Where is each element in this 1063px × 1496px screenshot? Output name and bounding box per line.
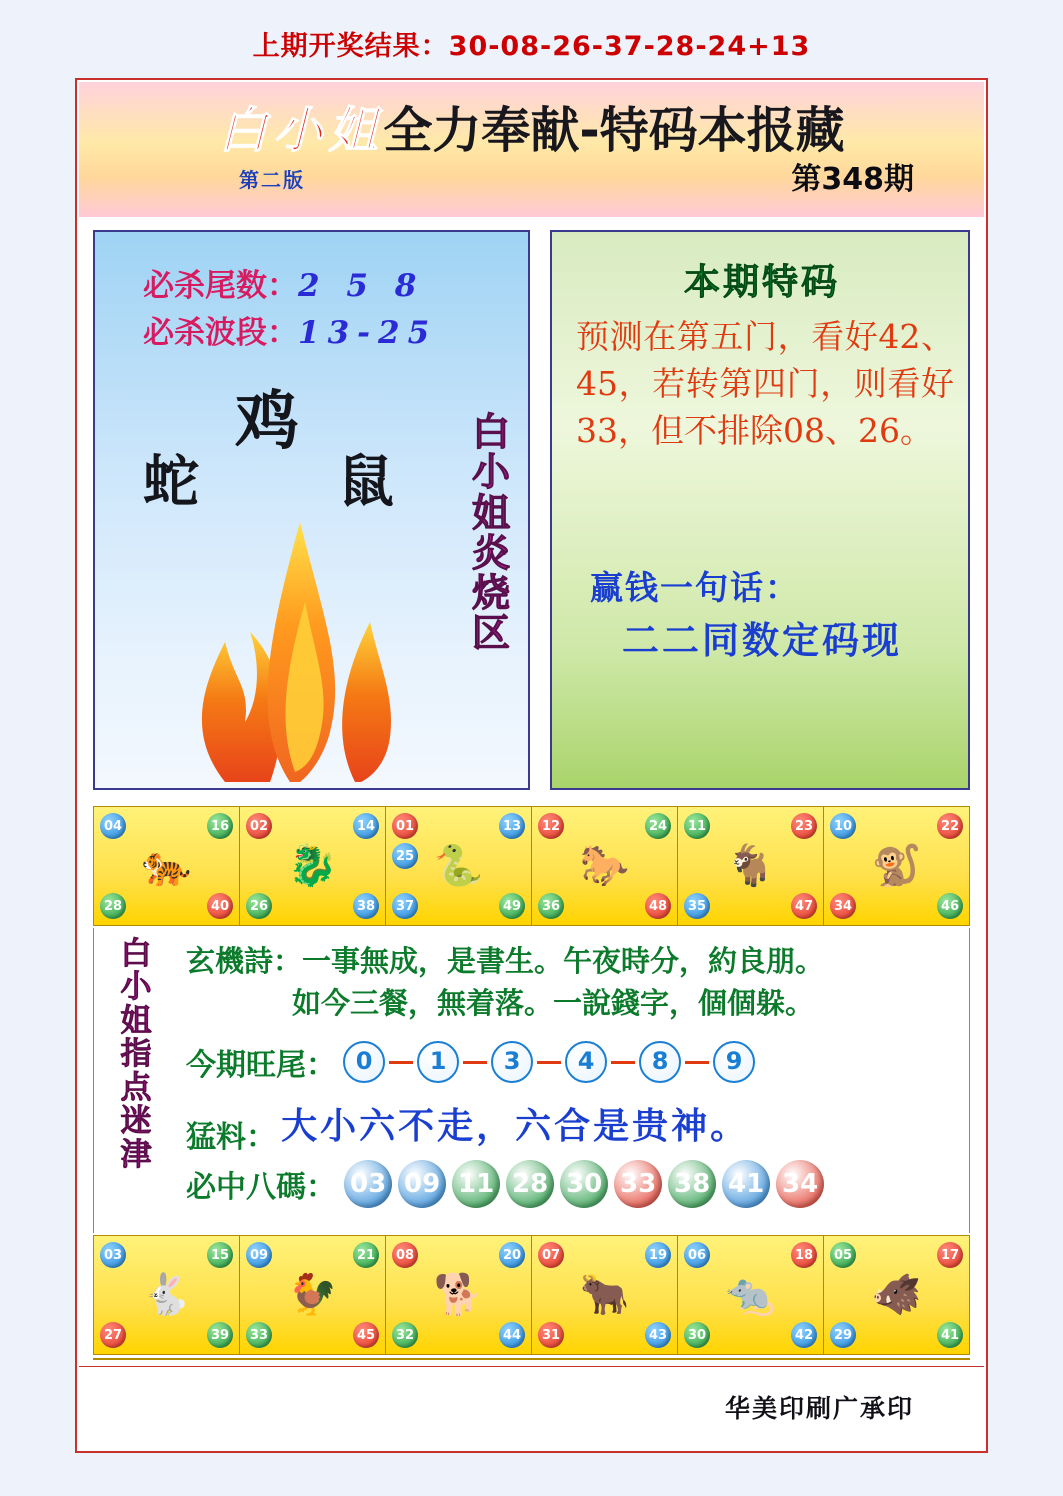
tail-separator [463,1061,487,1064]
divider [93,1358,970,1360]
kill-band-row [143,307,437,352]
number-ball: 26 [246,893,272,919]
eight-codes-row [186,1160,976,1208]
number-ball: 23 [791,813,817,839]
zodiac-number-strip-top [93,806,970,926]
eight-codes-list [341,1169,827,1199]
eight-code-ball: 38 [668,1160,716,1208]
tail-ball: 3 [491,1041,533,1083]
number-ball: 40 [207,893,233,919]
eight-code-ball: 30 [560,1160,608,1208]
number-ball: 24 [645,813,671,839]
tail-ball: 1 [417,1041,459,1083]
number-ball: 03 [100,1242,126,1268]
number-ball: 46 [937,893,963,919]
number-ball: 07 [538,1242,564,1268]
zodiac-number-strip-bottom [93,1235,970,1355]
number-ball: 49 [499,893,525,919]
number-ball: 34 [830,893,856,919]
number-ball: 05 [830,1242,856,1268]
zodiac-cell [532,1236,678,1354]
number-ball: 10 [830,813,856,839]
number-ball: 14 [353,813,379,839]
zodiac-cell [240,1236,386,1354]
number-ball: 06 [684,1242,710,1268]
footer [79,1366,984,1449]
middle-info-area [93,928,970,1233]
number-ball: 36 [538,893,564,919]
number-ball: 38 [353,893,379,919]
brand-name: 白小姐 [218,102,384,159]
number-ball: 47 [791,893,817,919]
poem-label: 玄機詩： [186,944,303,978]
zodiac-cell [678,807,824,925]
win-phrase-text: 二二同数定码现 [622,619,902,662]
poem-line-2: 如今三餐，無着落。一說錢字，個個躲。 [292,986,815,1021]
number-ball: 18 [791,1242,817,1268]
poem-line-1: 一事無成，是書生。午夜時分，約良朋。 [302,944,825,978]
number-ball: 12 [538,813,564,839]
number-ball: 16 [207,813,233,839]
special-code-body: 预测在第五门，看好42、45，若转第四门，则看好33，但不排除08、26。 [576,317,954,450]
number-ball: 27 [100,1322,126,1348]
special-code-panel [550,230,970,790]
zodiac-left: 蛇 [143,450,199,515]
monkey-icon: 🐒 [871,843,922,889]
tail-ball: 0 [343,1041,385,1083]
hot-tails-label: 今期旺尾： [186,1048,336,1083]
eight-code-ball: 33 [614,1160,662,1208]
middle-side-text: 白小姐指点迷津 [120,936,152,1173]
number-ball: 01 [392,813,418,839]
number-ball: 22 [937,813,963,839]
number-ball: 41 [937,1322,963,1348]
number-ball: 42 [791,1322,817,1348]
number-ball: 20 [499,1242,525,1268]
kill-tail-label: 必杀尾数： [143,268,298,304]
previous-draw-numbers: 30-08-26-37-28-24+13 [448,31,811,62]
number-ball: 02 [246,813,272,839]
zodiac-right: 鼠 [338,450,394,515]
number-ball: 39 [207,1322,233,1348]
kill-tail-value: 2 5 8 [298,268,425,304]
number-ball: 30 [684,1322,710,1348]
kill-tail-row [143,260,424,305]
number-ball: 35 [684,893,710,919]
goat-icon: 🐐 [725,843,776,889]
previous-draw-label: 上期开奖结果： [252,31,449,62]
printer-credit: 华美印刷广承印 [724,1394,914,1423]
dragon-icon: 🐉 [287,843,338,889]
flame-icon [165,482,425,782]
tip-text: 大小六不走，六合是贵神。 [281,1106,750,1147]
hot-tails-list [341,1047,757,1075]
tail-separator [389,1061,413,1064]
tip-label: 猛料： [186,1119,276,1155]
number-ball: 25 [392,843,418,869]
zodiac-cell [240,807,386,925]
special-code-title: 本期特码 [683,262,840,303]
number-ball: 45 [353,1322,379,1348]
zodiac-cell [94,1236,240,1354]
rabbit-icon: 🐇 [141,1272,192,1318]
edition-label: 第二版 [239,168,305,192]
zodiac-cell [824,807,969,925]
eight-codes-label: 必中八碼： [186,1170,336,1205]
ox-icon: 🐂 [579,1272,630,1318]
eight-code-ball: 03 [344,1160,392,1208]
tip-row [186,1098,976,1156]
zodiac-top: 鸡 [235,385,299,459]
tail-separator [685,1061,709,1064]
title-subtext: 全力奉献-特码本报藏 [383,102,845,159]
number-ball: 04 [100,813,126,839]
number-ball: 17 [937,1242,963,1268]
tiger-icon: 🐅 [141,843,192,889]
eight-code-ball: 11 [452,1160,500,1208]
tail-ball: 8 [639,1041,681,1083]
rat-icon: 🐀 [725,1272,776,1318]
mystic-poem [186,940,956,1024]
horse-icon: 🐎 [579,843,630,889]
previous-draw-result [0,24,1063,63]
zodiac-cell [824,1236,969,1354]
kill-panel [93,230,530,790]
boar-icon: 🐗 [871,1272,922,1318]
tail-ball: 9 [713,1041,755,1083]
tail-separator [611,1061,635,1064]
issue-number: 第348期 [791,162,914,197]
eight-code-ball: 09 [398,1160,446,1208]
number-ball: 08 [392,1242,418,1268]
page-title [79,92,984,162]
left-panel-side-text: 白小姐炎烧区 [471,410,510,656]
tail-separator [537,1061,561,1064]
zodiac-cell [386,1236,532,1354]
number-ball: 13 [499,813,525,839]
number-ball: 43 [645,1322,671,1348]
number-ball: 29 [830,1322,856,1348]
number-ball: 11 [684,813,710,839]
number-ball: 09 [246,1242,272,1268]
zodiac-cell [94,807,240,925]
eight-code-ball: 41 [722,1160,770,1208]
number-ball: 19 [645,1242,671,1268]
kill-band-label: 必杀波段： [143,315,298,351]
kill-band-value: 13-25 [298,315,438,351]
number-ball: 48 [645,893,671,919]
number-ball: 21 [353,1242,379,1268]
zodiac-cell [678,1236,824,1354]
tail-ball: 4 [565,1041,607,1083]
hot-tails-row [186,1040,966,1086]
rooster-icon: 🐓 [287,1272,338,1318]
eight-code-ball: 34 [776,1160,824,1208]
zodiac-cell [532,807,678,925]
win-phrase-label: 赢钱一句话： [590,568,800,607]
number-ball: 28 [100,893,126,919]
zodiac-cell [386,807,532,925]
number-ball: 31 [538,1322,564,1348]
snake-icon: 🐍 [433,843,484,889]
dog-icon: 🐕 [433,1272,484,1318]
number-ball: 15 [207,1242,233,1268]
header-banner [79,82,984,217]
number-ball: 33 [246,1322,272,1348]
poster [75,78,988,1453]
number-ball: 44 [499,1322,525,1348]
eight-code-ball: 28 [506,1160,554,1208]
number-ball: 32 [392,1322,418,1348]
number-ball: 37 [392,893,418,919]
